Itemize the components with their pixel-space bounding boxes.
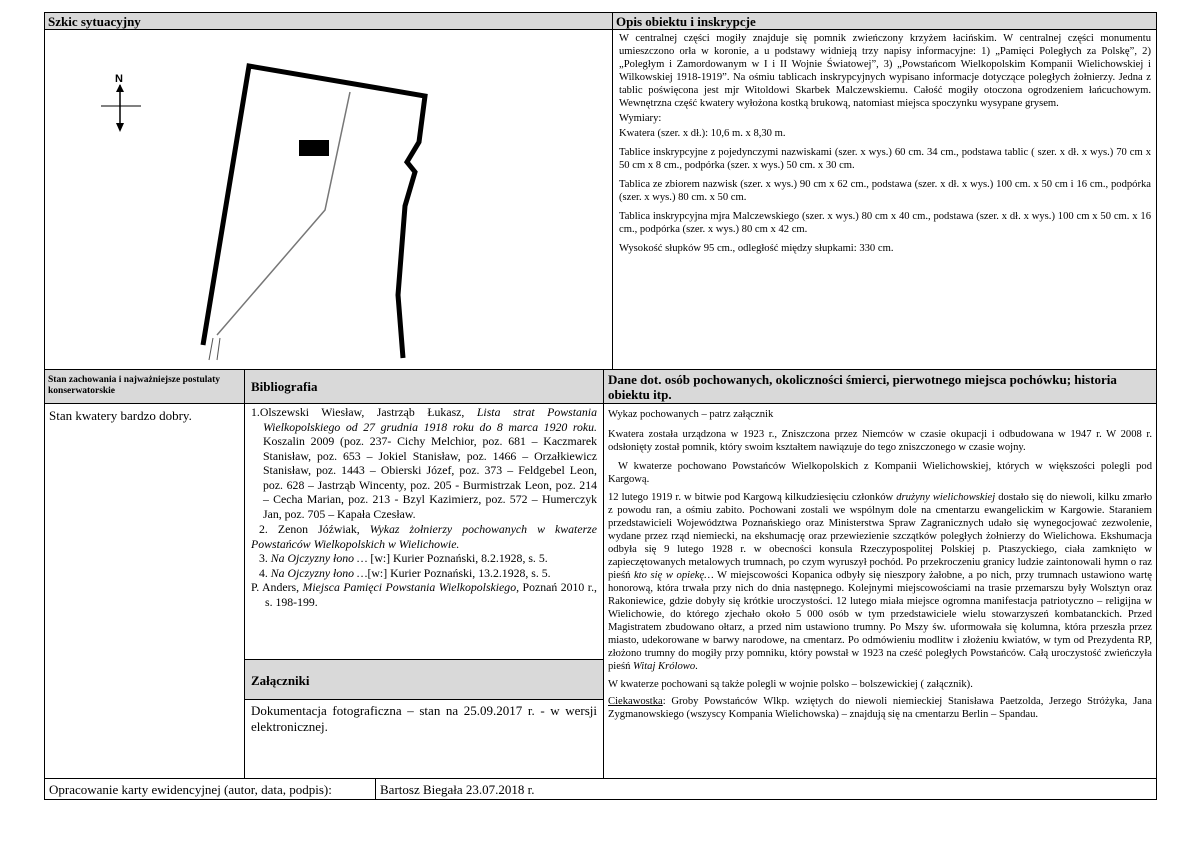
condition-value: Stan kwatery bardzo dobry. bbox=[49, 408, 192, 423]
persons-text: dostało się do niewoli, kilku zmarło z powodu ran, a ośmiu zabito. Pochowani zostali we wspólnym dole na cmentarzu ewangelickim w Kargowie. Staraniem przedstawicieli Województwa Poznańskiego oraz Ministerstwa Spraw Zagranicznych udało się wynegocjować zezwolenie, wydane przez rząd niemiecki, na ekshumację oraz przewiezienie szczątków poległych żołnierzy do Wielichowa. Ekshumacja odbyła się 9 lutego 1928 r. w obecności konsula Rzeczypospolitej Polskiej p. Ptaszyckiego, ciała zamknięto w zapieczętowanych metalowych trumnach, po czym wyruszył pochód. Po przekroczeniu granicy ludzie zaintonowali hymn o raz pieśń bbox=[608, 492, 1153, 581]
bibliography-header bbox=[244, 369, 604, 404]
sketch-cell bbox=[44, 29, 613, 370]
bib-title: Miejsca Pamięci Powstania Wielkopolskiego, bbox=[302, 580, 520, 594]
dimension-line: Tablice inskrypcyjne z pojedynczymi nazwiskami (szer. x wys.) 60 cm. 34 cm., podstawa tablic ( szer. x dł. x wys.) 70 cm x 50 cm x 8 cm., podpórka (szer. x wys.) 50 cm. x 30 cm. bbox=[619, 147, 1151, 171]
bib-title: Wykaz żołnierzy pochowanych w kwaterze Powstańców Wielkopolskich w Wielichowie. bbox=[251, 522, 597, 551]
site-sketch bbox=[45, 30, 612, 369]
bib-title: Lista strat Powstania Wielkopolskiego od 27 grudnia 1918 roku do 8 marca 1920 roku. bbox=[263, 405, 597, 434]
description-cell bbox=[612, 29, 1157, 370]
description-header bbox=[612, 12, 1157, 30]
bib-details: Koszalin 2009 (poz. 237- Cichy Melchior, poz. 681 – Kaczmarek Stanisław, poz. 653 – Jokiel Stanisław, poz. 1466 – Orzałkiewicz Stanisław, poz. 1443 – Obierski Józef, poz. 373 – Feldgebel Leon, poz. 628 – Jastrząb Wincenty, poz. 205 - Burmistrzak Leon, poz. 214 – Cecha Marian, poz. 213 - Bzyl Kazimierz, poz. 572 – Humerczyk Jan, poz. 705 – Kapała Czesław. bbox=[263, 434, 597, 521]
description-header-text: Opis obiektu i inskrypcje bbox=[616, 14, 756, 29]
bibliography-cell bbox=[244, 403, 604, 660]
persons-battle bbox=[608, 491, 1152, 673]
bib-number: 3. bbox=[259, 551, 271, 565]
curiosity-text: : Groby Powstańców Wlkp. wziętych do niewoli niemieckiej Stanisława Paetzolda, Jerzego Stróżyka, Jana Zygmanowskiego (wszyscy Kompania Wielichowska) – znajdują się na cmentarzu Berlin – Spandau. bbox=[608, 696, 1152, 720]
dimensions-title: Wymiary: bbox=[619, 113, 662, 124]
dimension-line: Tablica inskrypcyjna mjra Malczewskiego (szer. x wys.) 80 cm x 40 cm., podstawa (szer. x dł. x wys.) 100 cm x 50 cm. x 16 cm., podpórka (szer. x wys.) 80 cm x 42 cm. bbox=[619, 211, 1151, 235]
attachments-cell bbox=[244, 699, 604, 779]
condition-header-text: Stan zachowania i najważniejsze postulaty konserwatorskie bbox=[48, 375, 221, 396]
curiosity-label: Ciekawostka bbox=[608, 696, 663, 707]
persons-cell bbox=[603, 403, 1157, 779]
bib-number: 4. bbox=[259, 565, 271, 580]
attachments-value: Dokumentacja fotograficzna – stan na 25.09.2017 r. - w wersji elektronicznej. bbox=[251, 703, 597, 734]
persons-bolshevik-war: W kwaterze pochowani są także polegli w wojnie polsko – bolszewickiej ( załącznik). bbox=[608, 679, 973, 690]
footer-label: Opracowanie karty ewidencyjnej (autor, data, podpis): bbox=[49, 782, 332, 797]
persons-header bbox=[603, 369, 1157, 404]
condition-header bbox=[44, 369, 245, 404]
bibliography-entry-1 bbox=[251, 405, 597, 521]
attachments-header bbox=[244, 659, 604, 700]
persons-header-text: Dane dot. osób pochowanych, okoliczności śmierci, pierwotnego miejsca pochówku; historia obiektu itp. bbox=[608, 372, 1117, 402]
persons-curiosity bbox=[608, 695, 1152, 721]
bibliography-entry-4 bbox=[251, 566, 597, 581]
persons-text: W miejscowości Kopanica odbyły się nieszpory żałobne, a po nich, przy trumnach ustawiono wartę honorową, która trwała przy nich do dnia następnego. Kolejnymi miejscowościami na trasie przemarszu były Wolsztyn oraz Rakoniewice, gdzie dobyły się krótkie uroczystości. 12 lutego miała miejsce ogromna manifestacja patriotyczno – religijna w Wielichowie, do którego zjechało około 5 000 osób w tym przedstawiciele wielu stowarzyszeń kombatanckich. Przed Magistratem zbudowano ołtarz, a przed nim ustawiono trumny. Po Mszy św. uformowała się kolumna, która przeszła przez miasto, udekorowane w barwy narodowe, na cmentarz. Po odmówieniu modlitw i złożeniu kwiatów, w tym od Prezydenta RP, złożono trumny do mogiły przy pomniku, który powstał w 1923 na cześć poległych Powstańców. Całą uroczystość zwieńczyła pieśń bbox=[608, 570, 1152, 672]
footer-value-cell bbox=[375, 778, 1157, 800]
dimension-line: Wysokość słupków 95 cm., odległość między słupkami: 330 cm. bbox=[619, 243, 894, 254]
bib-title: Na Ojczyzny łono … bbox=[270, 551, 368, 565]
sketch-header-text: Szkic sytuacyjny bbox=[48, 14, 141, 29]
bib-details: [w:] Kurier Poznański, 8.2.1928, s. 5. bbox=[367, 551, 548, 565]
description-intro: W centralnej części mogiły znajduje się pomnik zwieńczony krzyżem łacińskim. W centralnej części monumentu umieszczono orła w koronie, a u podstawy widnieją trzy napisy informacyjne: 1) „Pamięci Poległych za Polskę”, 2) „Poległym i Zamordowanym w I i II Wojnie Światowej”, 3) „Powstańcom Wielkopolskim Kompanii Wielichowskiej i Wilkowskiej 1918-1919”. Na ośmiu tablicach inskrypcyjnych wypisano informacje dotyczące poległych żołnierzy. Jedna z tablic poświęcona jest mjr Witoldowi Skarbek Malczewskiemu. Całość mogiły otoczona ogrodzeniem łańcuchowym. Wewnętrzna część kwatery wyłożona kostką brukową, natomiast miejsca spoczynku wysypane grysem. bbox=[619, 33, 1151, 109]
condition-cell bbox=[44, 403, 245, 779]
sketch-header bbox=[44, 12, 613, 30]
bib-authors: P. Anders, bbox=[251, 580, 303, 594]
plot-outline bbox=[203, 66, 425, 358]
persons-company: W kwaterze pochowano Powstańców Wielkopolskich z Kompanii Wielichowskiej, których w większości polegli pod Kargową. bbox=[608, 461, 1152, 485]
bibliography-header-text: Bibliografia bbox=[251, 379, 318, 394]
north-arrow-icon bbox=[101, 84, 141, 132]
bib-details: Poznań 2010 r., s. 198-199. bbox=[265, 580, 597, 609]
bib-authors: 1.Olszewski Wiesław, Jastrząb Łukasz, bbox=[251, 405, 477, 419]
persons-italic: drużyny wielichowskiej bbox=[896, 492, 996, 503]
north-label: N bbox=[115, 73, 123, 85]
attachments-header-text: Załączniki bbox=[251, 673, 310, 688]
persons-list-ref: Wykaz pochowanych – patrz załącznik bbox=[608, 409, 774, 420]
bib-title: Na Ojczyzny łono … bbox=[270, 565, 368, 580]
persons-history: Kwatera została urządzona w 1923 r., Zniszczona przez Niemców w czasie okupacji i odbudowana w 1947 r. W 2008 r. odsłonięty został pomnik, który swoim kształtem nawiązuje do tego zniszczonego w czasie wojny. bbox=[608, 429, 1152, 453]
footer-label-cell bbox=[44, 778, 376, 800]
bibliography-entry-2 bbox=[251, 522, 597, 551]
persons-text: . bbox=[695, 661, 698, 672]
persons-text: 12 lutego 1919 r. w bitwie pod Kargową kilkudziesięciu członków bbox=[608, 492, 897, 503]
footer-value: Bartosz Biegała 23.07.2018 r. bbox=[380, 782, 535, 797]
monument-marker bbox=[299, 140, 329, 156]
bibliography-entry-3 bbox=[251, 551, 597, 566]
bib-authors: 2. Zenon Jóźwiak, bbox=[259, 522, 370, 536]
persons-italic: kto się w opiekę… bbox=[633, 570, 714, 581]
persons-italic: Witaj Królowo bbox=[633, 661, 696, 672]
dimension-line: Kwatera (szer. x dł.): 10,6 m. x 8,30 m. bbox=[619, 128, 786, 139]
bibliography-entry-5 bbox=[251, 580, 597, 609]
dimension-line: Tablica ze zbiorem nazwisk (szer. x wys.) 90 cm x 62 cm., podstawa (szer. x dł. x wys.) 100 cm. x 50 cm i 16 cm., podpórka (szer. x wys.) 80 cm. x 50 cm. bbox=[619, 179, 1151, 203]
bib-details: [w:] Kurier Poznański, 13.2.1928, s. 5. bbox=[367, 565, 551, 580]
